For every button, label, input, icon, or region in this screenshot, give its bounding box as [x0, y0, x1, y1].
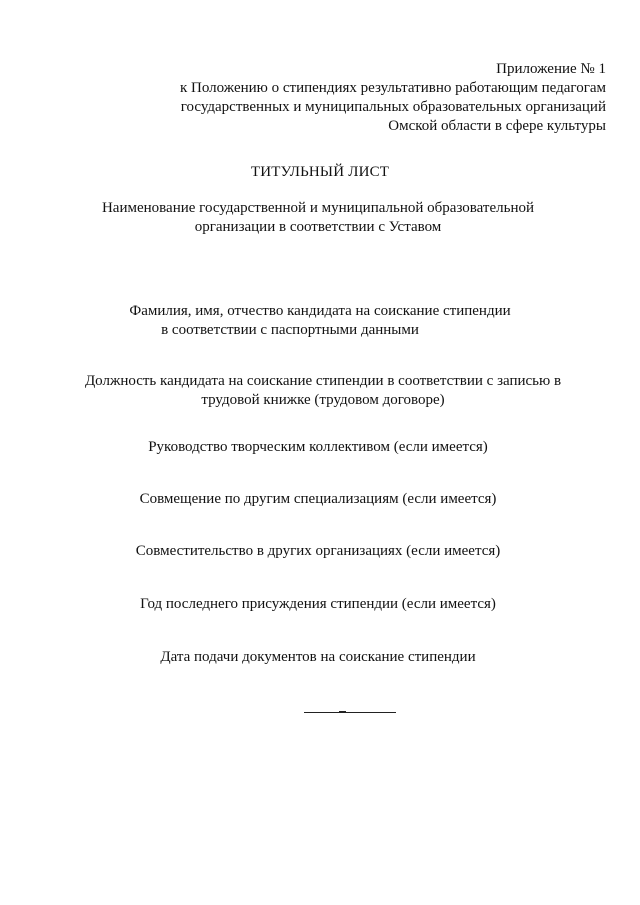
closing-divider-dash: [339, 711, 346, 712]
candidate-name-field: [50, 302, 590, 340]
appendix-reference-line-2: государственных и муниципальных образовательных организаций: [180, 99, 606, 115]
organization-field: [48, 199, 588, 237]
candidate-position-label-line-2: трудовой книжке (трудовом договоре): [201, 392, 445, 408]
other-organizations-label: Совместительство в других организациях (если имеется): [135, 543, 501, 559]
appendix-reference-line-3: Омской области в сфере культуры: [388, 118, 606, 134]
candidate-name-label-line-1: Фамилия, имя, отчество кандидата на соискание стипендии: [129, 303, 511, 319]
closing-divider-line: [304, 712, 396, 713]
appendix-header: [180, 60, 606, 136]
title-text: ТИТУЛЬНЫЙ ЛИСТ: [250, 164, 390, 180]
candidate-position-label-line-1: Должность кандидата на соискание стипендии в соответствии с записью в: [84, 373, 562, 389]
candidate-name-label-line-2: в соответствии с паспортными данными: [161, 322, 419, 338]
organization-label-line-1: Наименование государственной и муниципальной образовательной: [101, 200, 535, 216]
page-title: [0, 163, 640, 182]
appendix-reference-line-1: к Положению о стипендиях результативно работающим педагогам: [180, 80, 606, 96]
organization-label-line-2: организации в соответствии с Уставом: [194, 219, 442, 235]
other-organizations-field: [48, 542, 588, 561]
last-award-year-field: [48, 595, 588, 614]
creative-team-field: [48, 438, 588, 457]
other-specializations-label: Совмещение по другим специализациям (если имеется): [139, 491, 497, 507]
last-award-year-label: Год последнего присуждения стипендии (если имеется): [140, 596, 496, 612]
candidate-position-field: [48, 372, 598, 410]
other-specializations-field: [48, 490, 588, 509]
submission-date-label: Дата подачи документов на соискание стипендии: [160, 649, 476, 665]
creative-team-label: Руководство творческим коллективом (если имеется): [148, 439, 488, 455]
appendix-number: Приложение № 1: [496, 61, 606, 77]
submission-date-field: [48, 648, 588, 667]
